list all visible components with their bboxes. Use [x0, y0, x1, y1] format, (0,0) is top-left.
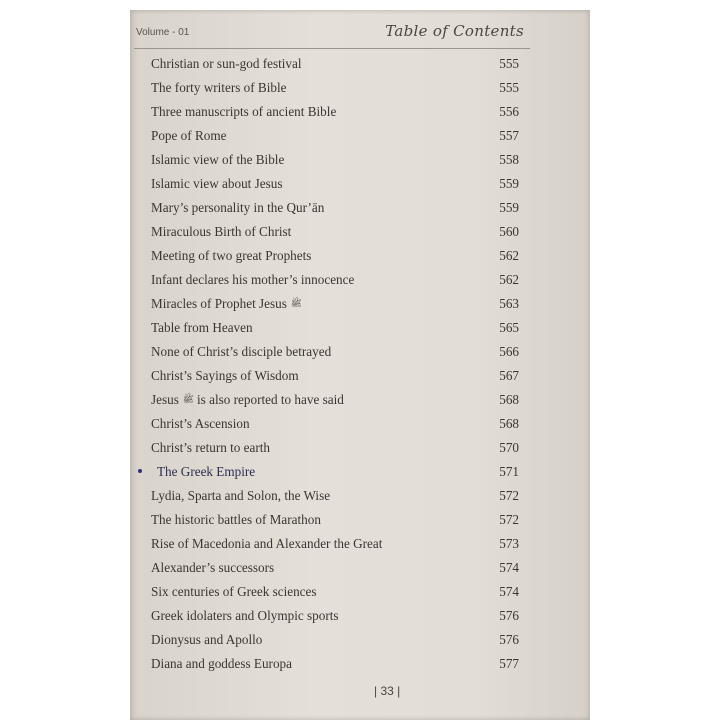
toc-entry-page: 557 [499, 128, 519, 143]
toc-row [130, 317, 590, 341]
toc-entry-title: Jesus [151, 392, 179, 407]
toc-entry-page: 574 [499, 584, 519, 599]
toc-entry-title: Dionysus and Apollo [151, 632, 263, 647]
toc-entry-title: Islamic view about Jesus [151, 176, 283, 191]
toc-entry-title-wrap [151, 392, 344, 408]
toc-entry-title: Miracles of Prophet Jesus [151, 296, 287, 311]
toc-entry-title: Pope of Rome [151, 128, 227, 143]
toc-entry-title: Greek idolaters and Olympic sports [151, 608, 339, 623]
toc-row [130, 533, 590, 557]
toc-entry-title: The forty writers of Bible [151, 80, 287, 95]
toc-entry-page: 574 [499, 560, 519, 575]
toc-entry-title-rest: is also reported to have said [197, 392, 344, 407]
toc-entry-page: 567 [499, 368, 519, 383]
toc-row [130, 557, 590, 581]
toc-entry-page: 560 [499, 224, 519, 239]
toc-entry-title: Christian or sun-god festival [151, 56, 302, 71]
page-number: | 33 | [374, 684, 401, 698]
toc-entry-page: 563 [499, 296, 519, 311]
toc-row [130, 437, 590, 461]
toc-entry-title: Mary’s personality in the Qur’ān [151, 200, 325, 215]
toc-entry-title: Miraculous Birth of Christ [151, 224, 292, 239]
toc-entry-page: 576 [499, 608, 519, 623]
toc-row [130, 629, 590, 653]
toc-row [130, 269, 590, 293]
toc-row [130, 77, 590, 101]
toc-row [130, 389, 590, 413]
toc-entry-title: Lydia, Sparta and Solon, the Wise [151, 488, 331, 503]
toc-row [130, 341, 590, 365]
book-page [130, 10, 590, 720]
toc-entry-title: Rise of Macedonia and Alexander the Great [151, 536, 383, 551]
toc-entry-page: 570 [499, 440, 519, 455]
toc-row [130, 53, 590, 77]
toc-entry-page: 572 [499, 488, 519, 503]
toc-entry-title: Alexander’s successors [151, 560, 275, 575]
toc-entry-page: 577 [499, 656, 519, 671]
toc-entry-title-wrap [151, 296, 302, 312]
toc-row [130, 197, 590, 221]
toc-entry-title: Christ’s return to earth [151, 440, 271, 455]
volume-label: Volume - 01 [136, 27, 190, 38]
toc-entry-page: 558 [499, 152, 519, 167]
toc-entry-title: Diana and goddess Europa [151, 656, 292, 671]
honorific-ornament-icon: ﷺ [182, 394, 194, 404]
toc-row [130, 509, 590, 533]
section-bullet-icon [138, 469, 142, 473]
toc-entry-page: 555 [499, 80, 519, 95]
toc-entry-title: Infant declares his mother’s innocence [151, 272, 355, 287]
toc-entry-title: Christ’s Sayings of Wisdom [151, 368, 299, 383]
toc-entry-title: Table from Heaven [151, 320, 253, 335]
toc-entry-page: 568 [499, 392, 519, 407]
toc-entry-page: 571 [499, 464, 519, 479]
toc-row [130, 485, 590, 509]
toc-entry-page: 566 [499, 344, 519, 359]
toc-entry-page: 555 [499, 56, 519, 71]
header-rule [134, 48, 530, 49]
table-of-contents [130, 53, 590, 677]
toc-row [130, 605, 590, 629]
toc-entry-title: Meeting of two great Prophets [151, 248, 312, 263]
toc-entry-title: Three manuscripts of ancient Bible [151, 104, 337, 119]
toc-row [130, 653, 590, 677]
toc-entry-page: 576 [499, 632, 519, 647]
toc-entry-page: 568 [499, 416, 519, 431]
toc-row [130, 173, 590, 197]
toc-row [130, 149, 590, 173]
toc-row [130, 581, 590, 605]
toc-row [130, 245, 590, 269]
toc-entry-page: 565 [499, 320, 519, 335]
toc-row [130, 413, 590, 437]
toc-row [130, 221, 590, 245]
toc-entry-title: The historic battles of Marathon [151, 512, 321, 527]
toc-entry-title: The Greek Empire [157, 464, 256, 479]
page-header [130, 22, 590, 48]
toc-row [130, 365, 590, 389]
toc-row [130, 101, 590, 125]
toc-row [130, 125, 590, 149]
toc-row-section [130, 461, 590, 485]
toc-entry-title: Islamic view of the Bible [151, 152, 285, 167]
toc-row [130, 293, 590, 317]
toc-entry-page: 572 [499, 512, 519, 527]
toc-entry-page: 556 [499, 104, 519, 119]
toc-entry-title: Christ’s Ascension [151, 416, 250, 431]
honorific-ornament-icon: ﷺ [290, 298, 302, 308]
toc-entry-title: Six centuries of Greek sciences [151, 584, 317, 599]
section-title: Table of Contents [385, 22, 524, 40]
toc-entry-page: 562 [499, 272, 519, 287]
toc-entry-page: 559 [499, 176, 519, 191]
toc-entry-page: 559 [499, 200, 519, 215]
toc-entry-page: 573 [499, 536, 519, 551]
toc-entry-page: 562 [499, 248, 519, 263]
toc-entry-title: None of Christ’s disciple betrayed [151, 344, 332, 359]
